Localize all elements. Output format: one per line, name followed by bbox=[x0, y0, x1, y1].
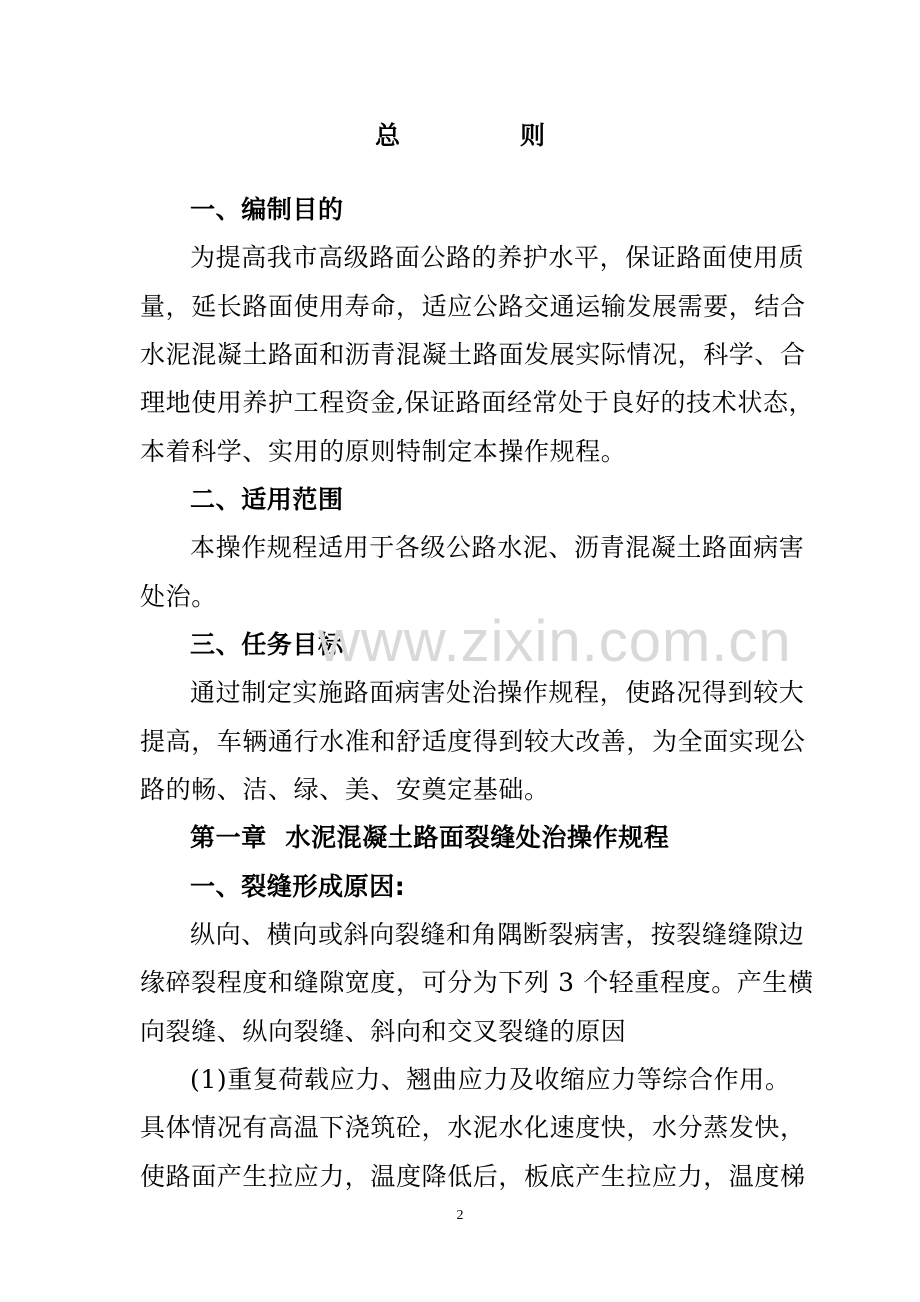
paragraph-line: 通过制定实施路面病害处治操作规程，使路况得到较大 bbox=[190, 678, 805, 707]
document-title bbox=[0, 116, 920, 152]
list-item-line: (1)重复荷载应力、翘曲应力及收缩应力等综合作用。 bbox=[190, 1065, 791, 1094]
section-heading-scope: 二、适用范围 bbox=[190, 485, 344, 514]
paragraph-line: 向裂缝、纵向裂缝、斜向和交叉裂缝的原因 bbox=[140, 1017, 627, 1046]
paragraph-line: 本操作规程适用于各级公路水泥、沥青混凝土路面病害 bbox=[190, 533, 805, 562]
chapter-heading: 第一章 水泥混凝土路面裂缝处治操作规程 bbox=[190, 823, 670, 852]
paragraph-line: 处治。 bbox=[140, 582, 217, 611]
paragraph-line: 为提高我市高级路面公路的养护水平，保证路面使用质 bbox=[190, 243, 805, 272]
paragraph-line: 使路面产生拉应力，温度降低后，板底产生拉应力，温度梯 bbox=[140, 1162, 806, 1191]
paragraph-line: 路的畅、洁、绿、美、安奠定基础。 bbox=[140, 775, 550, 804]
paragraph-line: 纵向、横向或斜向裂缝和角隅断裂病害，按裂缝缝隙边 bbox=[190, 920, 805, 949]
paragraph-line: 水泥混凝土路面和沥青混凝土路面发展实际情况，科学、合 bbox=[140, 340, 806, 369]
paragraph-line: 理地使用养护工程资金,保证路面经常处于良好的技术状态， bbox=[140, 388, 815, 417]
paragraph-line: 本着科学、实用的原则特制定本操作规程。 bbox=[140, 437, 627, 466]
paragraph-line: 提高，车辆通行水准和舒适度得到较大改善，为全面实现公 bbox=[140, 727, 806, 756]
paragraph-line: 缘碎裂程度和缝隙宽度，可分为下列 3 个轻重程度。产生横 bbox=[140, 968, 814, 997]
watermark: www.zixin.com.cn bbox=[318, 609, 792, 674]
section-heading-purpose: 一、编制目的 bbox=[190, 195, 344, 224]
title-char-right: 则 bbox=[520, 121, 546, 150]
section-heading-goals: 三、任务目标 bbox=[190, 630, 344, 659]
page-number: 2 bbox=[456, 1208, 464, 1223]
paragraph-line: 量，延长路面使用寿命，适应公路交通运输发展需要，结合 bbox=[140, 292, 806, 321]
title-char-left: 总 bbox=[374, 121, 400, 150]
paragraph-line: 具体情况有高温下浇筑砼，水泥水化速度快，水分蒸发快， bbox=[140, 1113, 806, 1142]
section-heading-crack-causes: 一、裂缝形成原因: bbox=[190, 872, 406, 901]
